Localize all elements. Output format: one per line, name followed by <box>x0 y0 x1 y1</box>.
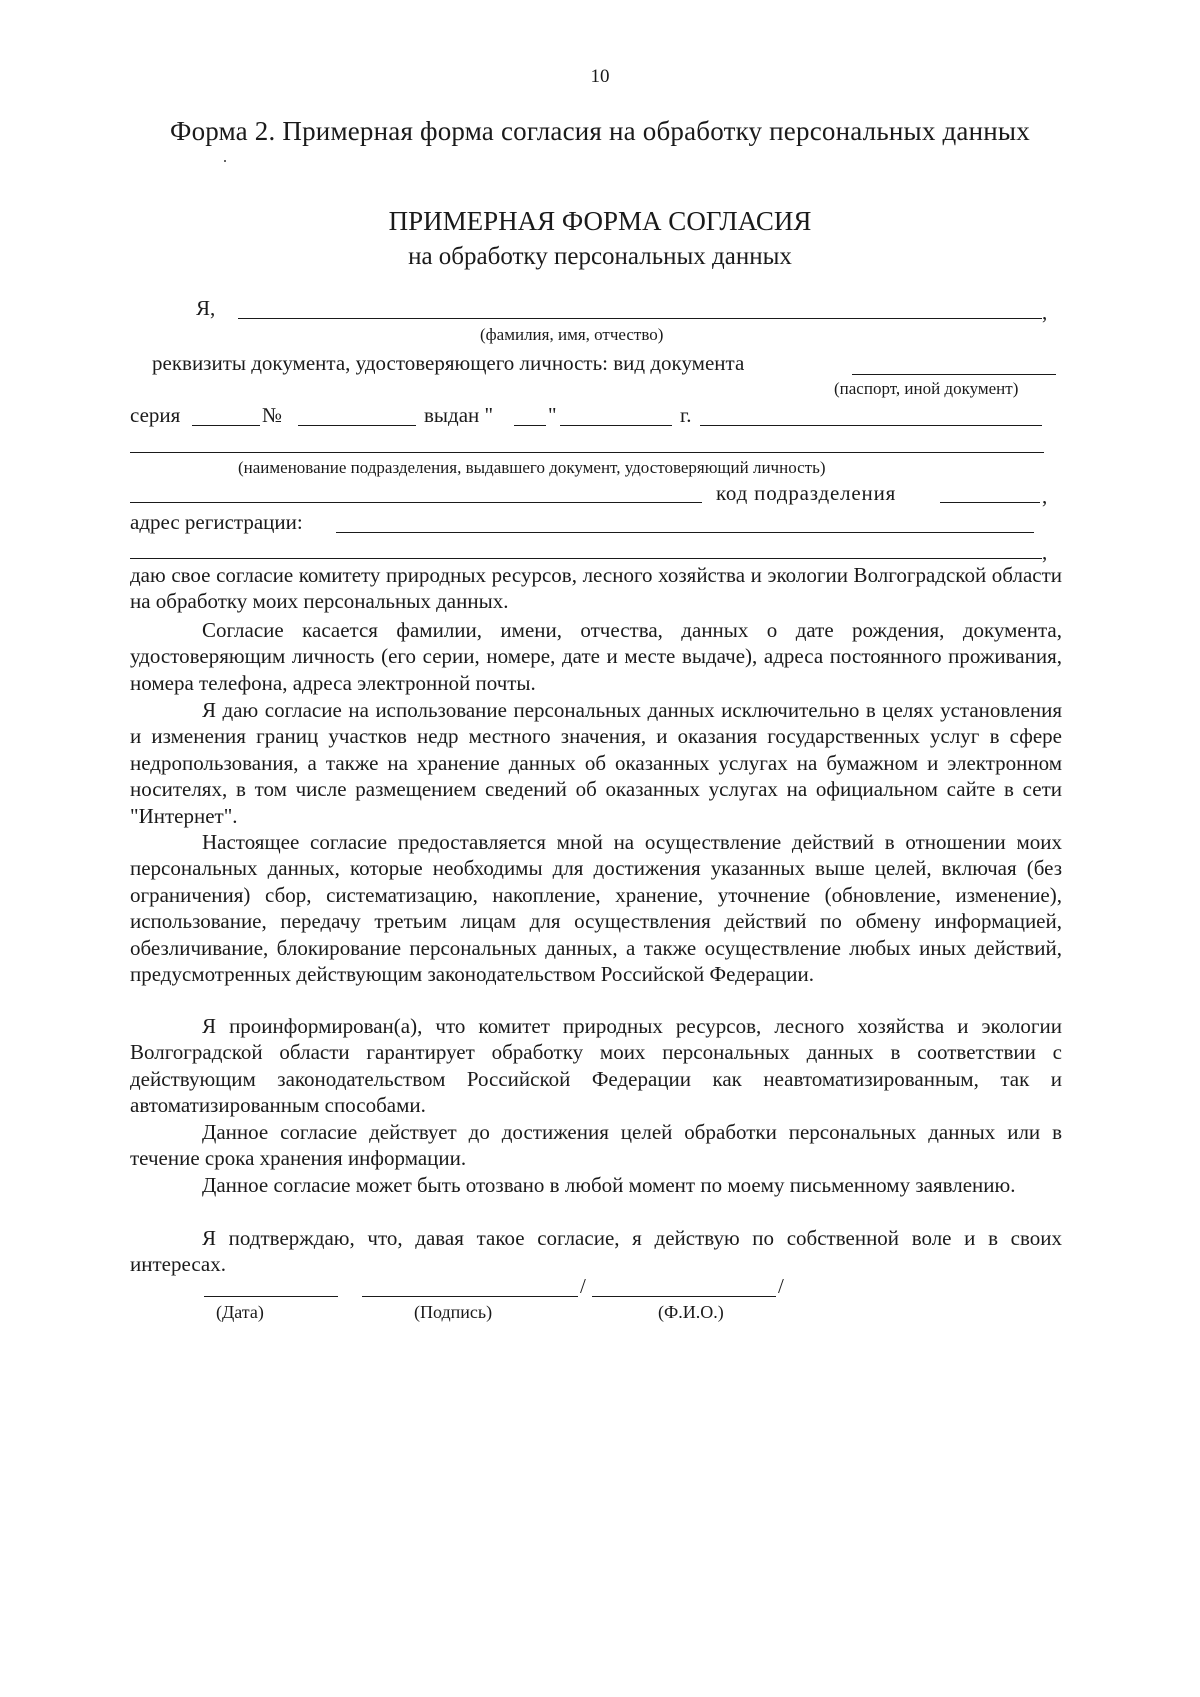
series-label: серия <box>130 403 181 427</box>
issuer-continued-field[interactable] <box>130 502 702 503</box>
division-code-label: код подразделения <box>716 481 897 505</box>
paragraph-text: Я проинформирован(а), что комитет природных ресурсов, лесного хозяйства и экологии Волгоградской области гарантирует обработку моих персональных данных в соответствии с действующим законодательством Российской Федерации как неавтоматизированным, так и автоматизированным способами. <box>130 1014 1062 1118</box>
issuer-caption: (наименование подразделения, выдавшего документ, удостоверяющий личность) <box>238 458 826 477</box>
paragraph-consent <box>130 562 1062 615</box>
division-code-field[interactable] <box>940 502 1040 503</box>
date-field[interactable] <box>204 1296 338 1297</box>
series-field[interactable] <box>192 425 260 426</box>
issued-day-field[interactable] <box>514 425 546 426</box>
issued-label: выдан " <box>424 403 494 427</box>
paragraph-actions <box>130 829 1062 987</box>
year-label: г. <box>680 403 692 427</box>
fio-caption: (фамилия, имя, отчество) <box>480 325 664 344</box>
paragraph-guarantee <box>130 1013 1062 1119</box>
issued-month-field[interactable] <box>560 425 672 426</box>
number-label: № <box>262 403 283 427</box>
address-comma: , <box>1042 540 1048 564</box>
division-code-comma: , <box>1042 484 1048 508</box>
paragraph-text: Настоящее согласие предоставляется мной на осуществление действий в отношении моих персональных данных, которые необходимы для достижения указанных выше целей, включая (без ограничения) сбор, систематизацию, накопление, хранение, уточнение (обновление, изменение), использование, передачу третьим лицам для осуществления действий по обмену информацией, обезличивание, блокирование персональных данных, а также осуществление любых иных действий, предусмотренных действующим законодательством Российской Федерации. <box>130 830 1062 987</box>
doc-type-caption: (паспорт, иной документ) <box>834 379 1019 398</box>
form-heading: Форма 2. Примерная форма согласия на обработку персональных данных <box>170 116 1030 146</box>
document-subtitle: на обработку персональных данных <box>408 243 792 270</box>
paragraph-text: даю свое согласие комитету природных ресурсов, лесного хозяйства и экологии Волгоградской области на обработку моих персональных данных. <box>130 563 1062 614</box>
doc-type-field[interactable] <box>852 374 1056 375</box>
signature-field[interactable] <box>362 1296 578 1297</box>
paragraph-validity <box>130 1119 1062 1172</box>
paragraph-purpose <box>130 697 1062 829</box>
fio-signature-caption: (Ф.И.О.) <box>658 1302 724 1322</box>
doc-requisites-label: реквизиты документа, удостоверяющего личность: вид документа <box>152 351 745 375</box>
paragraph-text: Данное согласие действует до достижения целей обработки персональных данных или в течение срока хранения информации. <box>130 1120 1062 1171</box>
issuer-field[interactable] <box>130 452 1044 453</box>
issued-quote: " <box>548 403 557 427</box>
signature-caption: (Подпись) <box>414 1302 493 1322</box>
address-label: адрес регистрации: <box>130 510 303 534</box>
fio-comma: , <box>1042 300 1048 324</box>
paragraph-confirmation <box>130 1225 1062 1278</box>
address-continued-field[interactable] <box>130 558 1042 559</box>
paragraph-text: Я даю согласие на использование персональных данных исключительно в целях установления и изменения границ участков недр местного значения, и оказания государственных услуг в сфере недропользования, а также на хранение данных об оказанных услугах на бумажном и электронном носителях, в том числе размещением сведений об оказанных услугах на официальном сайте в сети "Интернет". <box>130 698 1062 828</box>
document-title: ПРИМЕРНАЯ ФОРМА СОГЛАСИЯ <box>388 206 812 236</box>
paragraph-scope <box>130 617 1062 696</box>
fio-field[interactable] <box>238 318 1042 319</box>
scan-speck <box>224 160 226 162</box>
address-field[interactable] <box>336 532 1034 533</box>
issued-by-field[interactable] <box>700 425 1042 426</box>
page-number: 10 <box>590 66 610 87</box>
i-label: Я, <box>196 296 216 320</box>
signature-slash-right: / <box>778 1274 784 1298</box>
date-caption: (Дата) <box>216 1302 264 1322</box>
paragraph-revocation <box>130 1172 1062 1198</box>
number-field[interactable] <box>298 425 416 426</box>
signature-slash-left: / <box>580 1274 586 1298</box>
fio-signature-field[interactable] <box>592 1296 776 1297</box>
paragraph-text: Согласие касается фамилии, имени, отчества, данных о дате рождения, документа, удостоверяющим личность (его серии, номере, дате и месте выдаче), адреса постоянного проживания, номера телефона, адреса электронной почты. <box>130 618 1062 695</box>
paragraph-text: Данное согласие может быть отозвано в любой момент по моему письменному заявлению. <box>202 1173 1016 1197</box>
paragraph-text: Я подтверждаю, что, давая такое согласие, я действую по собственной воле и в своих интересах. <box>130 1226 1062 1277</box>
